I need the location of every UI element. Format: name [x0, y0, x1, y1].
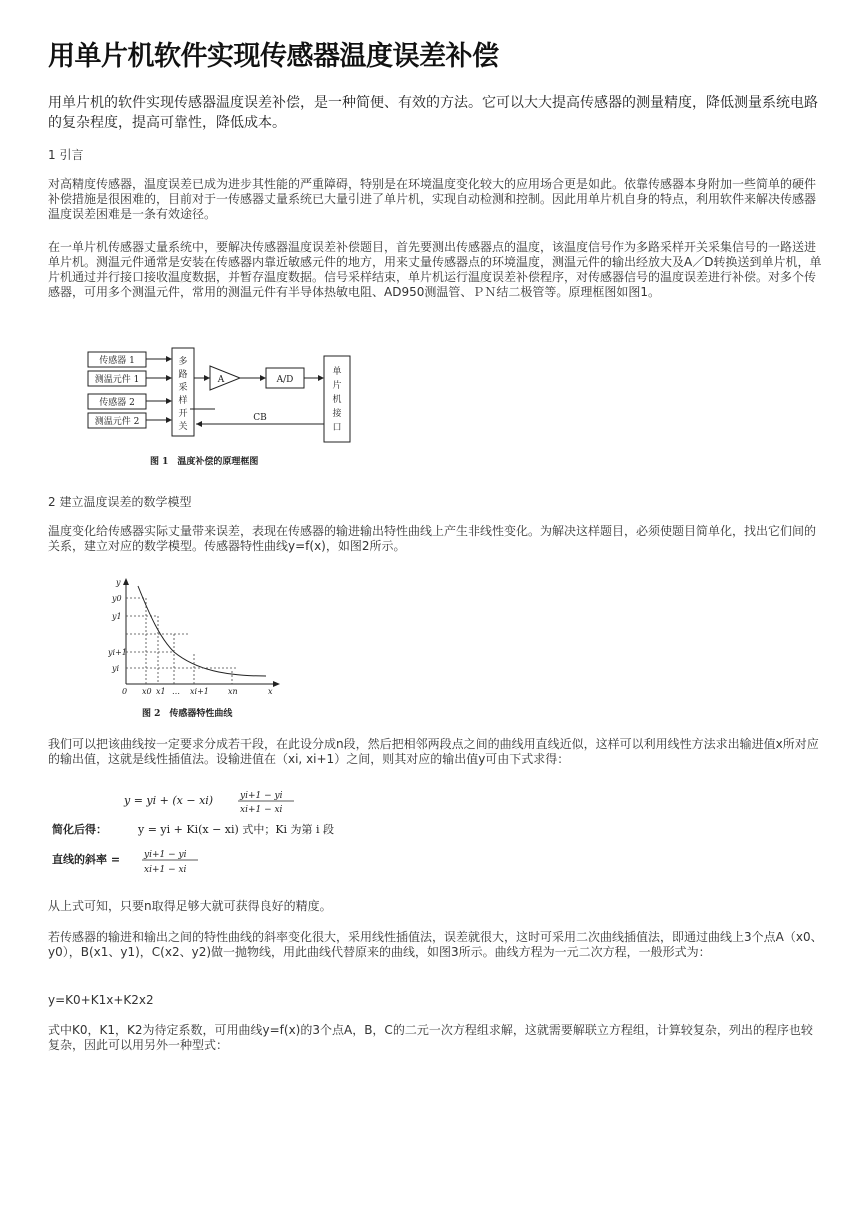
label-amp: A: [217, 375, 225, 385]
y-tick-yi1: yi+1: [108, 648, 127, 657]
mcu-char-4: 口: [332, 423, 342, 433]
paragraph-5: 从上式可知，只要n取得足够大就可获得良好的精度。: [48, 899, 332, 913]
x-tick-xn: xn: [228, 687, 238, 696]
section-heading-intro: 1 引言: [48, 148, 84, 162]
paragraph-2: 在一单片机传感器丈量系统中，要解决传感器温度误差补偿题目，首先要测出传感器点的温度，该温度信号作为多路采样开关采集信号的一路送进单片机。测温元件通常是安装在传感器内靠近敏感元件的地方，用来丈量传感器点的环境温度，测温元件的输出经放大及A／D转换送到单片机，单片机通过并行接口接收温度数据，并暂存温度数据。信号采样结束，单片机运行温度误差补偿程序，对传感器信号的温度误差进行补偿。对多个传感器，可用多个测温元件，常用的测温元件有半导体热敏电阻、AD950测温管、ＰＮ结二极管等。原理框图如图1。: [48, 240, 822, 299]
y-tick-y0: y0: [112, 594, 122, 603]
x-axis-label: x: [268, 687, 273, 696]
formulas-block: [48, 784, 378, 880]
characteristic-curve: [138, 586, 266, 676]
mcu-char-3: 接: [332, 409, 342, 419]
formulas-svg: [48, 784, 378, 880]
y-tick-y1: y1: [112, 612, 122, 621]
figure-2-characteristic-curve: [108, 576, 288, 724]
formula-2-body: y = yi + Ki(x − xi) 式中；Ki 为第 i 段: [138, 823, 335, 836]
paragraph-8: 式中K0，K1，K2为待定系数，可用曲线y=f(x)的3个点A，B，C的二元一次方程组求解，这就需要解联立方程组，计算较复杂，列出的程序也较复杂，因此可以用另外一种型式：: [48, 1023, 813, 1052]
formula-3-denominator: xi+1 − xi: [144, 865, 187, 875]
figure-1-caption: 图 1 温度补偿的原理框图: [150, 457, 259, 467]
label-temp-element-2: 测温元件 2: [94, 417, 140, 427]
mux-char-2: 采: [178, 383, 188, 393]
paragraph-1: 对高精度传感器，温度误差已成为进步其性能的严重障碍，特别是在环境温度变化较大的应用场合更是如此。依靠传感器本身附加一些简单的硬件补偿措施是很困难的，目前对于一传感器丈量系统已大量引进了单片机，实现自动检测和控制。因此用单片机自身的特点，利用软件来解决传感器温度误差困难是一条有效途径。: [48, 177, 817, 221]
x-tick-x0: x0: [142, 687, 152, 696]
figure-1-block-diagram: [80, 344, 360, 470]
formula-1-numerator: yi+1 − yi: [240, 791, 283, 801]
label-temp-element-1: 测温元件 1: [94, 375, 140, 385]
amp-triangle: [210, 366, 240, 390]
mux-char-5: 关: [178, 422, 188, 432]
x-tick-ellipsis: …: [172, 687, 180, 696]
y-axis-label: y: [116, 578, 121, 587]
paragraph-6: 若传感器的输进和输出之间的特性曲线的斜率变化很大，采用线性插值法，误差就很大，这时可采用二次曲线插值法，即通过曲线上3个点A（x0、y0），B(x1、y1)，C(x2、y2)做一抛物线，用此曲线代替原来的曲线，如图3所示。曲线方程为一元二次方程，一般形式为：: [48, 930, 823, 959]
formula-2-label: 简化后得：: [52, 823, 107, 836]
paragraph-4: 我们可以把该曲线按一定要求分成若干段，在此设分成n段，然后把相邻两段点之间的曲线用直线近似，这样可以利用线性方法求出输进值x所对应的输出值，这就是线性插值法。设输进值在（xi, xi+1）之间，则其对应的输出值y可由下式求得：: [48, 737, 819, 766]
figure-1-svg: [80, 344, 360, 470]
origin-label: 0: [122, 687, 128, 696]
mcu-char-1: 片: [332, 381, 342, 391]
figure-2-caption: 图 2 传感器特性曲线: [142, 709, 233, 719]
lead-paragraph: 用单片机的软件实现传感器温度误差补偿，是一种简便、有效的方法。它可以大大提高传感器的测量精度，降低测量系统电路的复杂程度，提高可靠性，降低成本。: [48, 95, 818, 131]
label-bus: CB: [253, 413, 267, 423]
page-title: 用单片机软件实现传感器温度误差补偿: [48, 41, 499, 72]
formula-1-lhs: y = yi + (x − xi): [124, 794, 214, 807]
label-sensor-2: 传感器 2: [99, 398, 135, 408]
x-tick-x1: x1: [156, 687, 166, 696]
mcu-char-2: 机: [332, 395, 342, 405]
section-heading-model: 2 建立温度误差的数学模型: [48, 495, 192, 509]
formula-3-numerator: yi+1 − yi: [144, 850, 187, 860]
mux-char-3: 样: [178, 396, 188, 406]
paragraph-7: y=K0+K1x+K2x2: [48, 993, 154, 1007]
mux-char-1: 路: [178, 370, 188, 380]
formula-1-denominator: xi+1 − xi: [240, 805, 283, 815]
x-tick-xi1: xi+1: [190, 687, 209, 696]
figure-2-svg: [108, 576, 288, 724]
paragraph-3: 温度变化给传感器实际丈量带来误差，表现在传感器的输进输出特性曲线上产生非线性变化。为解决这样题目，必须使题目简单化，找出它们间的关系，建立对应的数学模型。传感器特性曲线y=f(x)，如图2所示。: [48, 524, 817, 553]
y-tick-yi: yi: [112, 664, 120, 673]
label-sensor-1: 传感器 1: [99, 356, 135, 366]
formula-3-label: 直线的斜率 =: [52, 853, 121, 866]
mcu-char-0: 单: [332, 367, 342, 377]
mux-char-4: 开: [178, 409, 188, 419]
label-adc: A/D: [276, 375, 294, 385]
mux-char-0: 多: [178, 357, 188, 367]
